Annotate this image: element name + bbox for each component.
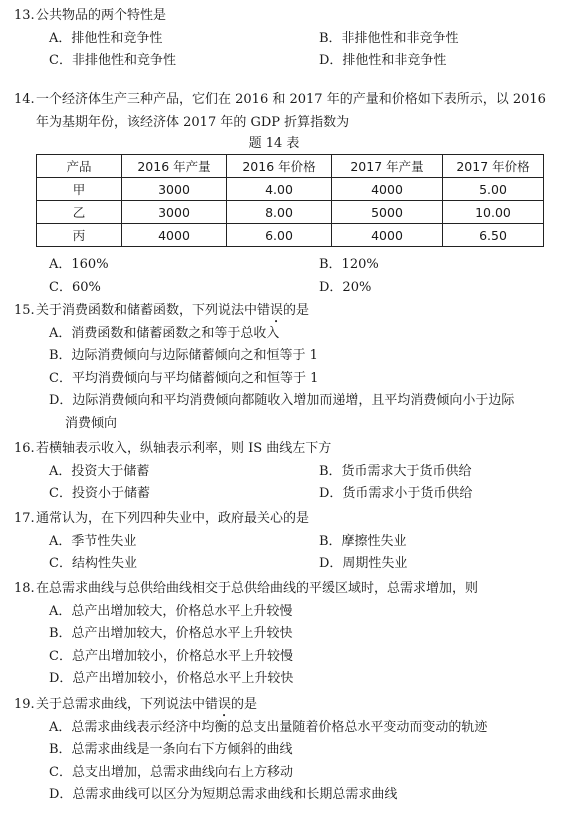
- option-b: B．摩擦性失业: [319, 533, 407, 549]
- table-cell: 4.00: [227, 178, 332, 201]
- question-13: [14, 5, 569, 73]
- table-cell: 5000: [332, 201, 443, 224]
- table-header-cell: 2017 年产量: [332, 155, 443, 178]
- option-d: D．货币需求小于货币供给: [319, 486, 473, 501]
- question-text: 公共物品的两个特性是: [36, 8, 167, 23]
- option-d: D．排他性和非竞争性: [319, 53, 447, 68]
- table-cell: 3000: [122, 178, 227, 201]
- option-d: D．总需求曲线可以区分为短期总需求曲线和长期总需求曲线: [49, 787, 398, 802]
- option-d: D．20%: [319, 279, 372, 295]
- emphasized-word: 误: [218, 697, 232, 712]
- question-text-end: 的是: [231, 697, 258, 712]
- question-number: 15.: [14, 303, 35, 318]
- option-d: D．边际消费倾向和平均消费倾向都随收入增加而递增，且平均消费倾向小于边际: [49, 393, 515, 408]
- option-b: B．总需求曲线是一条向右下方倾斜的曲线: [49, 742, 293, 757]
- question-number: 18.: [14, 581, 35, 596]
- question-13-stem: [14, 5, 569, 28]
- option-a: A．消费函数和储蓄函数之和等于总收入: [49, 325, 280, 341]
- table-header-row: [37, 155, 544, 178]
- option-c: C．总支出增加，总需求曲线向右上方移动: [49, 764, 293, 780]
- question-14-options: [14, 254, 569, 299]
- table-row: [37, 178, 544, 201]
- option-b: B．120%: [319, 257, 379, 272]
- option-d: D．总产出增加较小，价格总水平上升较快: [49, 671, 294, 686]
- option-a: A．季节性失业: [49, 533, 137, 549]
- table-row: [37, 201, 544, 224]
- table-cell: 10.00: [443, 201, 544, 224]
- option-a: A．总产出增加较大，价格总水平上升较慢: [49, 603, 293, 619]
- question-number: 14.: [14, 92, 35, 107]
- option-d-continued: 消费倾向: [65, 415, 118, 431]
- data-table: [36, 154, 544, 247]
- question-14-stem: [14, 89, 569, 112]
- question-16-stem: [14, 438, 569, 461]
- table-cell: 3000: [122, 201, 227, 224]
- question-16: [14, 438, 569, 506]
- question-number: 16.: [14, 441, 35, 456]
- question-number: 17.: [14, 511, 35, 526]
- table-header-cell: 2016 年产量: [122, 155, 227, 178]
- table-header-cell: 产品: [37, 155, 122, 178]
- table-cell: 甲: [37, 178, 122, 201]
- table-cell: 8.00: [227, 201, 332, 224]
- question-14: [14, 89, 569, 134]
- question-19-stem: [14, 694, 569, 717]
- table-row: [37, 224, 544, 247]
- question-number: 19.: [14, 697, 35, 712]
- option-c: C．平均消费倾向与平均储蓄倾向之和恒等于 1: [49, 370, 319, 386]
- question-text: 关于总需求曲线，下列说法中错: [36, 697, 219, 712]
- table-cell: 4000: [332, 224, 443, 247]
- option-c: C．总产出增加较小，价格总水平上升较慢: [49, 648, 293, 664]
- question-14-stem-continued: 年为基期年份，该经济体 2017 年的 GDP 折算指数为: [36, 114, 350, 130]
- question-15: [14, 300, 569, 435]
- option-a: A．160%: [49, 257, 109, 272]
- option-d: D．周期性失业: [319, 556, 408, 571]
- option-b: B．总产出增加较大，价格总水平上升较快: [49, 626, 293, 641]
- option-a: A．排他性和竞争性: [49, 30, 163, 46]
- question-text: 在总需求曲线与总供给曲线相交于总供给曲线的平缓区域时，总需求增加，则: [36, 581, 479, 596]
- table-cell: 丙: [37, 224, 122, 247]
- emphasized-word: 误: [270, 303, 284, 318]
- option-b: B．边际消费倾向与边际储蓄倾向之和恒等于 1: [49, 348, 318, 363]
- question-17-stem: [14, 508, 569, 531]
- option-b: B．非排他性和非竞争性: [319, 30, 459, 46]
- table-cell: 5.00: [443, 178, 544, 201]
- table-cell: 6.00: [227, 224, 332, 247]
- table-cell: 乙: [37, 201, 122, 224]
- question-18-stem: [14, 578, 569, 601]
- option-a: A．总需求曲线表示经济中均衡的总支出量随着价格总水平变动而变动的轨迹: [49, 719, 488, 735]
- question-text: 关于消费函数和储蓄函数，下列说法中错: [36, 303, 271, 318]
- question-17: [14, 508, 569, 576]
- question-number: 13.: [14, 8, 35, 23]
- option-c: C．非排他性和竞争性: [49, 53, 176, 68]
- question-text: 通常认为，在下列四种失业中，政府最关心的是: [36, 511, 310, 526]
- table-cell: 4000: [122, 224, 227, 247]
- table-block: [0, 134, 544, 247]
- question-text: 一个经济体生产三种产品，它们在 2016 和 2017 年的产量和价格如下表所示，以 2016: [36, 92, 546, 107]
- table-cell: 6.50: [443, 224, 544, 247]
- option-c: C．60%: [49, 279, 101, 295]
- question-18: [14, 578, 569, 691]
- table-cell: 4000: [332, 178, 443, 201]
- question-15-stem: [14, 300, 569, 323]
- question-text: 若横轴表示收入，纵轴表示利率，则 IS 曲线左下方: [36, 441, 332, 456]
- table-header-cell: 2017 年价格: [443, 155, 544, 178]
- table-header-cell: 2016 年价格: [227, 155, 332, 178]
- option-c: C．结构性失业: [49, 556, 137, 571]
- option-a: A．投资大于储蓄: [49, 463, 150, 479]
- table-caption: 题 14 表: [248, 136, 300, 151]
- option-b: B．货币需求大于货币供给: [319, 463, 472, 479]
- question-text-end: 的是: [283, 303, 310, 318]
- option-c: C．投资小于储蓄: [49, 486, 150, 501]
- question-19: [14, 694, 569, 807]
